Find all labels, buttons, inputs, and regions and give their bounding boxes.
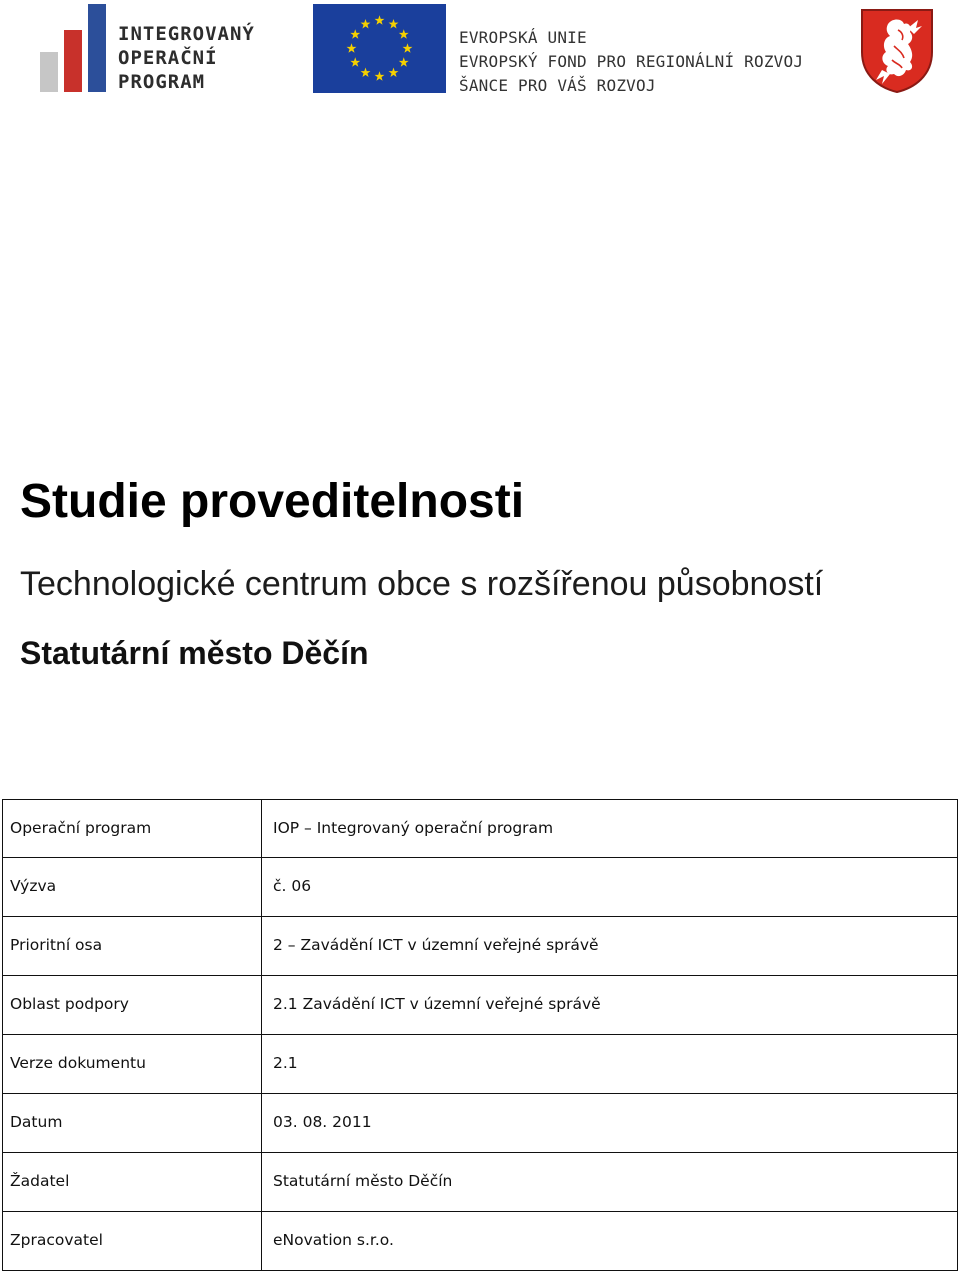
row-value: 2 – Zavádění ICT v územní veřejné správě: [262, 917, 958, 976]
eu-logo-line: EVROPSKÝ FOND PRO REGIONÁLNÍ ROZVOJ: [459, 52, 804, 71]
table-row: [3, 917, 958, 976]
row-label: Žadatel: [3, 1153, 262, 1212]
row-label: Datum: [3, 1094, 262, 1153]
eu-flag-icon: [313, 4, 446, 93]
iop-logo: [36, 4, 276, 96]
table-row: [3, 1153, 958, 1212]
row-label: Prioritní osa: [3, 917, 262, 976]
row-value: 2.1: [262, 1035, 958, 1094]
table-row: [3, 1094, 958, 1153]
row-label: Verze dokumentu: [3, 1035, 262, 1094]
decin-coat-of-arms-icon: [858, 6, 936, 94]
row-value: Statutární město Děčín: [262, 1153, 958, 1212]
iop-bars-icon: [36, 4, 116, 96]
eu-logo-line: EVROPSKÁ UNIE: [459, 28, 587, 47]
eu-logo-line: ŠANCE PRO VÁŠ ROZVOJ: [459, 76, 656, 95]
row-label: Oblast podpory: [3, 976, 262, 1035]
row-value: eNovation s.r.o.: [262, 1212, 958, 1271]
iop-logo-line: PROGRAM: [118, 71, 206, 93]
row-label: Výzva: [3, 858, 262, 917]
table-row: [3, 800, 958, 858]
eu-logo-text: [459, 26, 803, 98]
row-value: 03. 08. 2011: [262, 1094, 958, 1153]
document-title: Studie proveditelnosti: [20, 475, 525, 528]
row-value: č. 06: [262, 858, 958, 917]
document-info-table: [2, 799, 958, 1271]
table-row: [3, 858, 958, 917]
row-value: 2.1 Zavádění ICT v územní veřejné správě: [262, 976, 958, 1035]
row-label: Zpracovatel: [3, 1212, 262, 1271]
iop-logo-line: OPERAČNÍ: [118, 47, 218, 69]
table-row: [3, 1035, 958, 1094]
row-value: IOP – Integrovaný operační program: [262, 800, 958, 858]
row-label: Operační program: [3, 800, 262, 858]
iop-logo-line: INTEGROVANÝ: [118, 23, 255, 45]
organization-name: Statutární město Děčín: [20, 635, 369, 671]
iop-logo-text: [118, 22, 255, 94]
table-row: [3, 976, 958, 1035]
document-subtitle: Technologické centrum obce s rozšířenou působností: [20, 565, 824, 603]
